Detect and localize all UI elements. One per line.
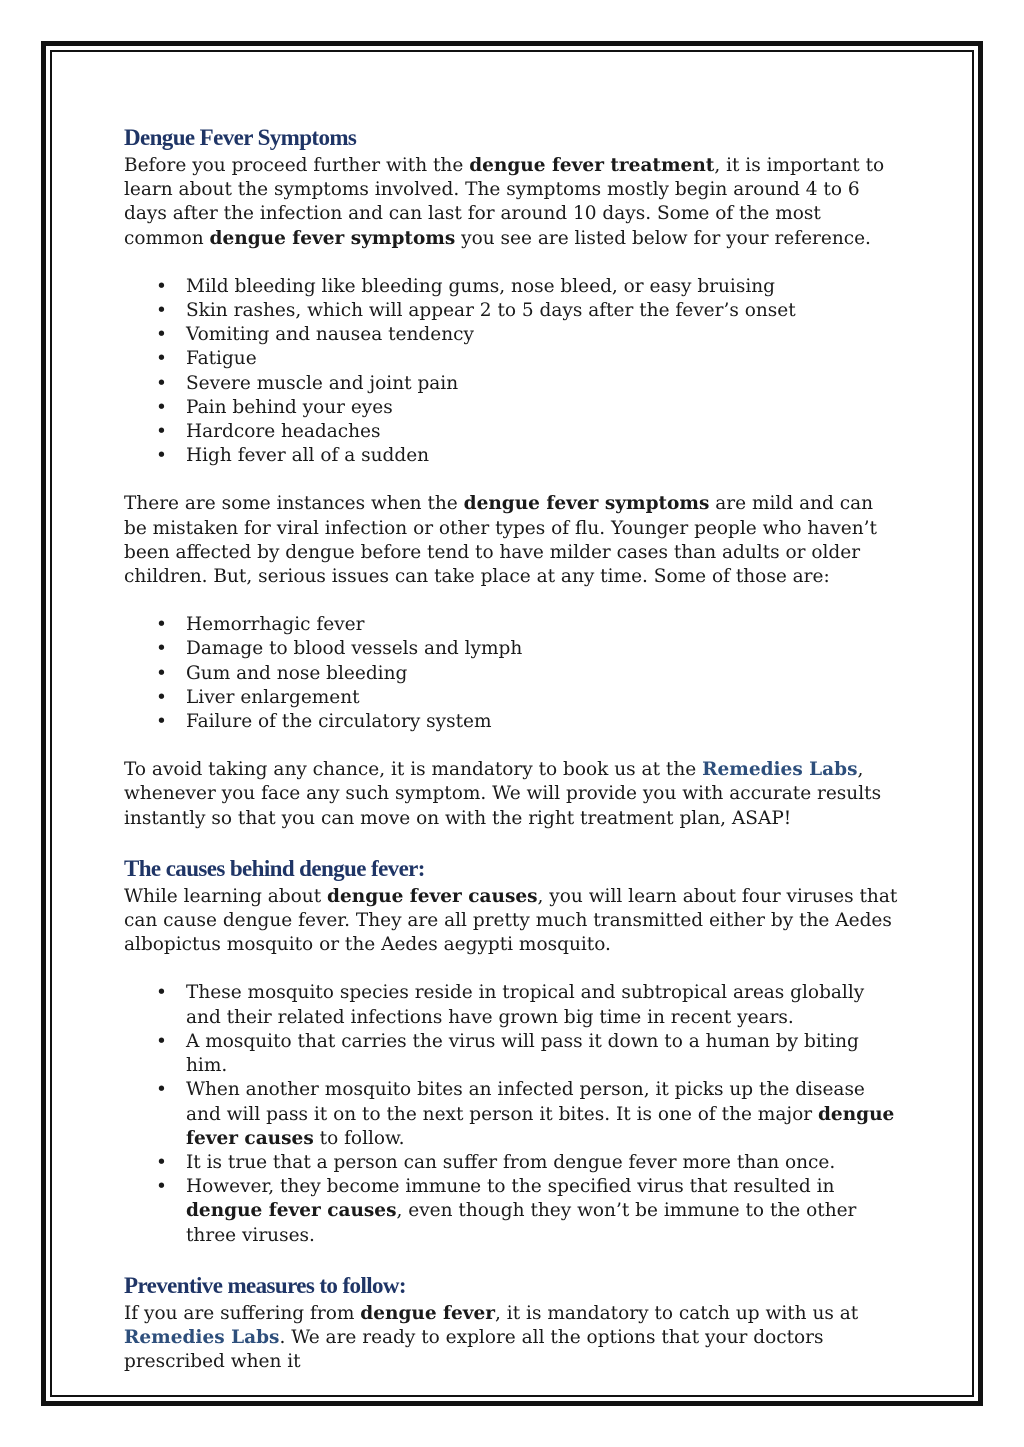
- list-item: • Damage to blood vessels and lymph: [124, 637, 900, 661]
- list-item: • High fever all of a sudden: [124, 444, 900, 468]
- causes-list: [124, 981, 900, 1247]
- list-item: • Hardcore headaches: [124, 420, 900, 444]
- list-item: • However, they become immune to the specified virus that resulted in dengue fever causes, even though they won’t be immune to the other three viruses.: [124, 1175, 900, 1248]
- heading-preventive-measures: Preventive measures to follow:: [124, 1272, 406, 1298]
- remedies-labs-link[interactable]: Remedies Labs: [702, 759, 858, 781]
- list-item: • Hemorrhagic fever: [124, 613, 900, 637]
- list-item: • Gum and nose bleeding: [124, 662, 900, 686]
- booking-paragraph: To avoid taking any chance, it is mandatory to book us at the Remedies Labs, whenever you face any such symptom. We will provide you with accurate results instantly so that you can move on with the right treatment plan, ASAP!: [124, 759, 882, 829]
- heading-causes: The causes behind dengue fever:: [124, 855, 425, 881]
- list-item: • When another mosquito bites an infected person, it picks up the disease and will pass it on to the next person it bites. It is one of the major dengue fever causes to follow.: [124, 1078, 900, 1151]
- list-item: • A mosquito that carries the virus will pass it down to a human by biting him.: [124, 1030, 900, 1078]
- list-item: • These mosquito species reside in tropical and subtropical areas globally and their related infections have grown big time in recent years.: [124, 981, 900, 1029]
- symptoms-list: [124, 275, 900, 469]
- symptoms-intro-paragraph: Before you proceed further with the dengue fever treatment, it is important to learn about the symptoms involved. The symptoms mostly begin around 4 to 6 days after the infection and can last for around 10 days. Some of the most common dengue fever symptoms you see are listed below for your reference.: [124, 155, 885, 249]
- serious-issues-list: [124, 613, 900, 734]
- mild-cases-paragraph: There are some instances when the dengue fever symptoms are mild and can be mistaken for viral infection or other types of flu. Younger people who haven’t been affected by dengue before tend to have milder cases than adults or older children. But, serious issues can take place at any time. Some of those are:: [124, 493, 877, 588]
- list-item: • Failure of the circulatory system: [124, 710, 900, 734]
- causes-intro-paragraph: While learning about dengue fever causes, you will learn about four viruses that can cause dengue fever. They are all pretty much transmitted either by the Aedes albopictus mosquito or the Aedes aegypti mosquito.: [124, 885, 898, 956]
- remedies-labs-link[interactable]: Remedies Labs: [124, 1326, 280, 1348]
- list-item: • Mild bleeding like bleeding gums, nose bleed, or easy bruising: [124, 275, 900, 299]
- preventive-intro-paragraph: If you are suffering from dengue fever, it is mandatory to catch up with us at Remedies Labs. We are ready to explore all the options that your doctors prescribed when it: [124, 1302, 859, 1373]
- list-item: • Vomiting and nausea tendency: [124, 323, 900, 347]
- heading-dengue-fever-symptoms: Dengue Fever Symptoms: [124, 125, 357, 150]
- list-item: • Liver enlargement: [124, 686, 900, 710]
- list-item: • Pain behind your eyes: [124, 396, 900, 420]
- list-item: • Fatigue: [124, 347, 900, 371]
- document-body: [124, 124, 900, 1374]
- list-item: • Severe muscle and joint pain: [124, 372, 900, 396]
- list-item: • It is true that a person can suffer from dengue fever more than once.: [124, 1151, 900, 1175]
- list-item: • Skin rashes, which will appear 2 to 5 days after the fever’s onset: [124, 299, 900, 323]
